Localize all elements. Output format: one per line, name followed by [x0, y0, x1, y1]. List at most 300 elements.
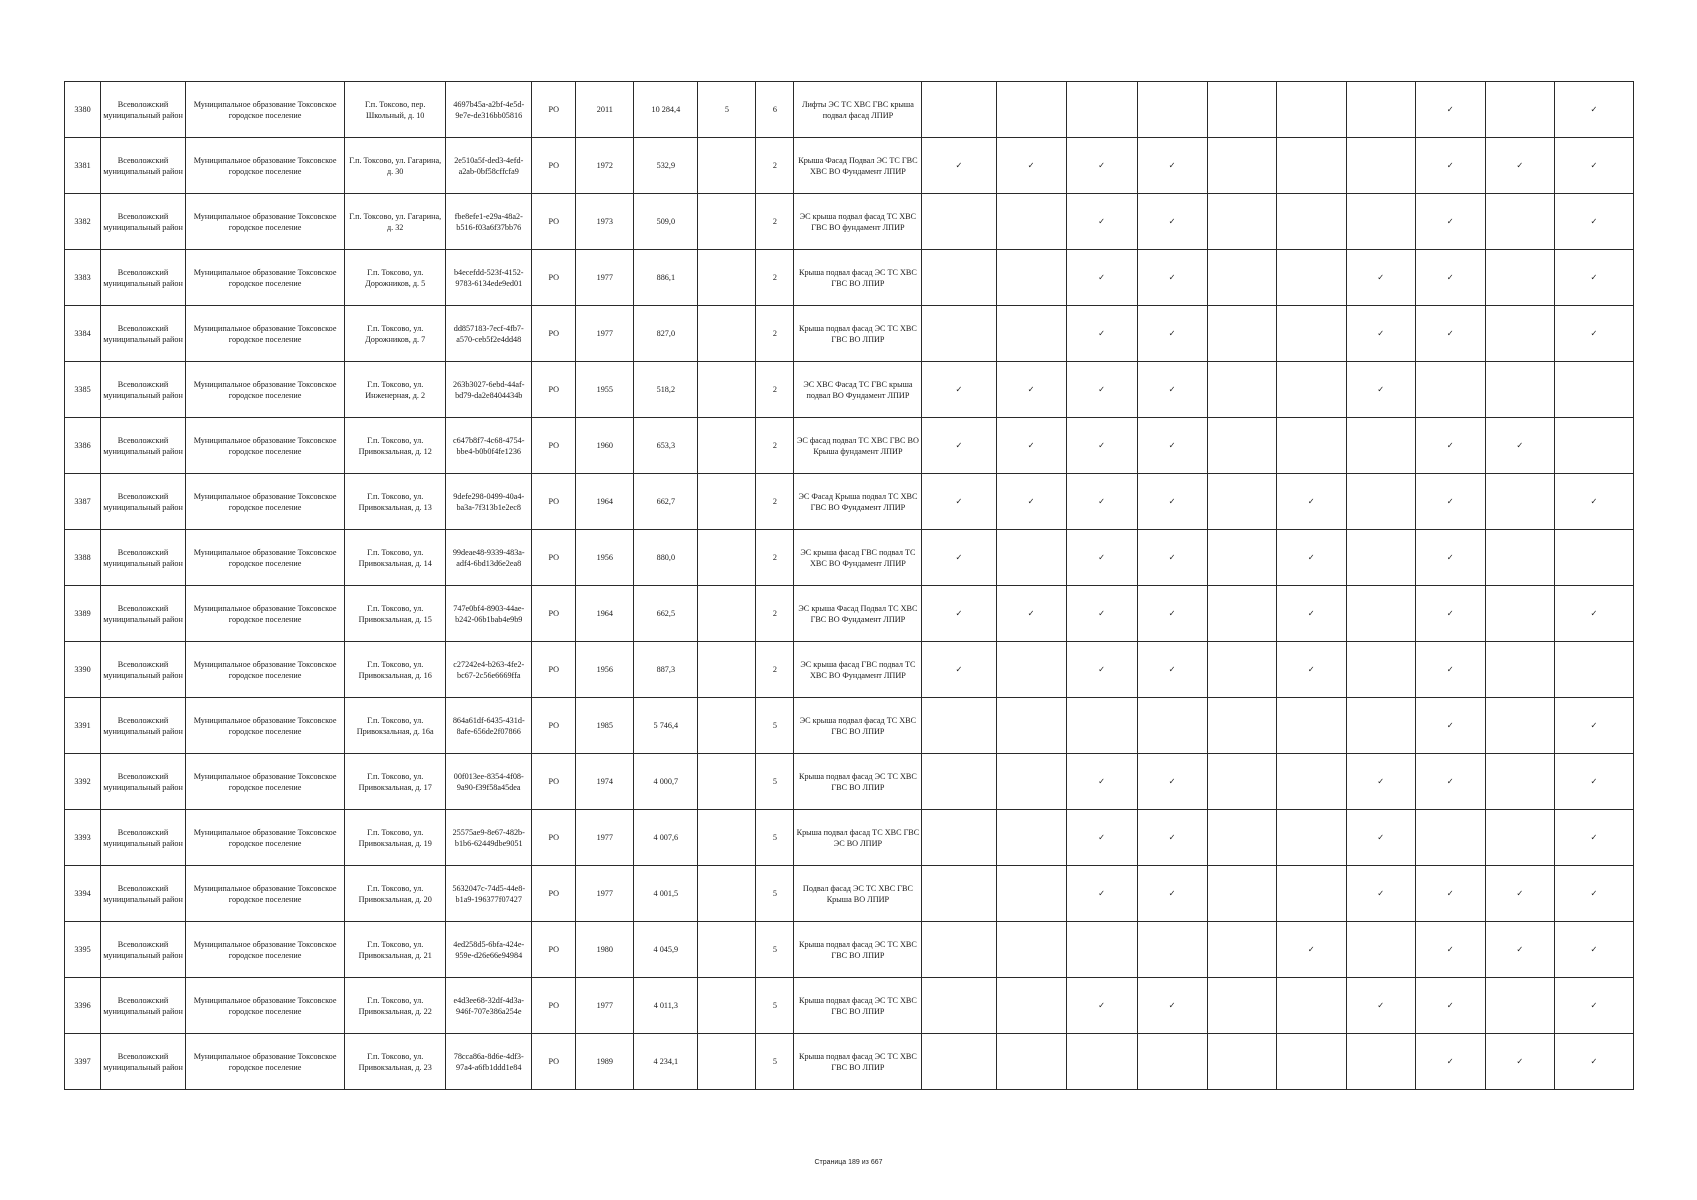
checkmark-icon: ✓ [1446, 104, 1454, 114]
table-row [65, 138, 1634, 194]
build-year-cell: 1964 [576, 474, 634, 530]
checkmark-icon: ✓ [1307, 608, 1315, 618]
building-guid-cell: fbe8efe1-e29a-48a2-b516-f03a6f37bb76 [446, 194, 532, 250]
work-check-cell [1066, 754, 1137, 810]
work-check-cell [996, 586, 1066, 642]
works-list-cell: Лифты ЭС ТС ХВС ГВС крыша подвал фасад ЛПИР [794, 82, 922, 138]
district-cell: Всеволожский муниципальный район [101, 138, 186, 194]
work-check-cell [1346, 642, 1415, 698]
district-cell: Всеволожский муниципальный район [101, 530, 186, 586]
work-check-cell [922, 754, 996, 810]
build-year-cell: 1973 [576, 194, 634, 250]
municipality-cell: Муниципальное образование Токсовское городское поселение [186, 1034, 345, 1090]
work-check-cell [1485, 418, 1554, 474]
program-type-cell: РО [532, 1034, 576, 1090]
work-check-cell [1066, 978, 1137, 1034]
work-check-cell [1207, 530, 1276, 586]
row-number-cell: 3397 [65, 1034, 101, 1090]
address-cell: Г.п. Токсово, ул. Привокзальная, д. 12 [345, 418, 446, 474]
works-list-cell: Крыша подвал фасад ЭС ТС ХВС ГВС ВО ЛПИР [794, 922, 922, 978]
program-type-cell: РО [532, 586, 576, 642]
build-year-cell: 2011 [576, 82, 634, 138]
total-area-cell: 518,2 [634, 362, 698, 418]
work-check-cell [1554, 754, 1633, 810]
work-check-cell [1485, 922, 1554, 978]
row-number-cell: 3390 [65, 642, 101, 698]
checkmark-icon: ✓ [1307, 944, 1315, 954]
checkmark-icon: ✓ [1098, 216, 1105, 226]
work-check-cell [1346, 306, 1415, 362]
table-row [65, 250, 1634, 306]
work-check-cell [1485, 810, 1554, 866]
checkmark-icon: ✓ [1168, 384, 1176, 394]
extra-value-cell [698, 250, 756, 306]
row-number-cell: 3380 [65, 82, 101, 138]
work-check-cell [1207, 362, 1276, 418]
floors-cell: 2 [756, 642, 794, 698]
total-area-cell: 827,0 [634, 306, 698, 362]
work-check-cell [1554, 250, 1633, 306]
work-check-cell [1415, 922, 1485, 978]
work-check-cell [1066, 362, 1137, 418]
work-check-cell [922, 866, 996, 922]
build-year-cell: 1989 [576, 1034, 634, 1090]
build-year-cell: 1956 [576, 642, 634, 698]
checkmark-icon: ✓ [955, 664, 963, 674]
municipality-cell: Муниципальное образование Токсовское городское поселение [186, 698, 345, 754]
total-area-cell: 886,1 [634, 250, 698, 306]
works-list-cell: ЭС крыша подвал фасад ТС ХВС ГВС ВО ЛПИР [794, 698, 922, 754]
checkmark-icon: ✓ [1098, 496, 1105, 506]
municipality-cell: Муниципальное образование Токсовское городское поселение [186, 138, 345, 194]
checkmark-icon: ✓ [1168, 552, 1176, 562]
address-cell: Г.п. Токсово, ул. Гагарина, д. 30 [345, 138, 446, 194]
work-check-cell [1485, 642, 1554, 698]
work-check-cell [1066, 642, 1137, 698]
municipality-cell: Муниципальное образование Токсовское городское поселение [186, 362, 345, 418]
work-check-cell [922, 474, 996, 530]
district-cell: Всеволожский муниципальный район [101, 754, 186, 810]
work-check-cell [1276, 138, 1346, 194]
row-number-cell: 3391 [65, 698, 101, 754]
work-check-cell [1554, 82, 1633, 138]
checkmark-icon: ✓ [955, 496, 963, 506]
checkmark-icon: ✓ [1446, 776, 1454, 786]
municipality-cell: Муниципальное образование Токсовское городское поселение [186, 474, 345, 530]
work-check-cell [1066, 306, 1137, 362]
work-check-cell [1066, 1034, 1137, 1090]
building-guid-cell: 00f013ee-8354-4f08-9a90-f39f58a45dea [446, 754, 532, 810]
program-type-cell: РО [532, 922, 576, 978]
works-list-cell: ЭС крыша подвал фасад ТС ХВС ГВС ВО фундамент ЛПИР [794, 194, 922, 250]
work-check-cell [1066, 530, 1137, 586]
checkmark-icon: ✓ [1168, 272, 1176, 282]
table-row [65, 698, 1634, 754]
build-year-cell: 1985 [576, 698, 634, 754]
work-check-cell [1137, 362, 1207, 418]
building-guid-cell: 78cca86a-8d6e-4df3-97a4-a6fb1ddd1e84 [446, 1034, 532, 1090]
checkmark-icon: ✓ [1027, 608, 1035, 618]
work-check-cell [1485, 586, 1554, 642]
work-check-cell [1207, 1034, 1276, 1090]
work-check-cell [1554, 1034, 1633, 1090]
works-list-cell: Крыша подвал фасад ЭС ТС ХВС ГВС ВО ЛПИР [794, 754, 922, 810]
work-check-cell [996, 418, 1066, 474]
checkmark-icon: ✓ [1446, 608, 1454, 618]
work-check-cell [1137, 866, 1207, 922]
work-check-cell [1066, 922, 1137, 978]
checkmark-icon: ✓ [955, 608, 963, 618]
district-cell: Всеволожский муниципальный район [101, 810, 186, 866]
work-check-cell [996, 1034, 1066, 1090]
floors-cell: 5 [756, 754, 794, 810]
extra-value-cell [698, 754, 756, 810]
extra-value-cell [698, 866, 756, 922]
checkmark-icon: ✓ [1168, 832, 1176, 842]
work-check-cell [1207, 866, 1276, 922]
checkmark-icon: ✓ [1590, 1056, 1598, 1066]
build-year-cell: 1977 [576, 978, 634, 1034]
work-check-cell [1485, 194, 1554, 250]
checkmark-icon: ✓ [1590, 328, 1598, 338]
work-check-cell [1137, 306, 1207, 362]
floors-cell: 5 [756, 866, 794, 922]
district-cell: Всеволожский муниципальный район [101, 866, 186, 922]
checkmark-icon: ✓ [1590, 104, 1598, 114]
table-row [65, 530, 1634, 586]
work-check-cell [1137, 586, 1207, 642]
address-cell: Г.п. Токсово, ул. Привокзальная, д. 23 [345, 1034, 446, 1090]
floors-cell: 2 [756, 306, 794, 362]
build-year-cell: 1960 [576, 418, 634, 474]
checkmark-icon: ✓ [1516, 1056, 1524, 1066]
table-row [65, 418, 1634, 474]
work-check-cell [1415, 698, 1485, 754]
checkmark-icon: ✓ [1446, 328, 1454, 338]
checkmark-icon: ✓ [1168, 664, 1176, 674]
works-list-cell: ЭС крыша фасад ГВС подвал ТС ХВС ВО Фундамент ЛПИР [794, 642, 922, 698]
work-check-cell [996, 978, 1066, 1034]
work-check-cell [1137, 922, 1207, 978]
floors-cell: 5 [756, 922, 794, 978]
works-list-cell: ЭС ХВС Фасад ТС ГВС крыша подвал ВО Фундамент ЛПИР [794, 362, 922, 418]
checkmark-icon: ✓ [1098, 608, 1105, 618]
checkmark-icon: ✓ [955, 440, 963, 450]
work-check-cell [1346, 250, 1415, 306]
work-check-cell [1485, 978, 1554, 1034]
total-area-cell: 4 234,1 [634, 1034, 698, 1090]
work-check-cell [922, 138, 996, 194]
checkmark-icon: ✓ [1098, 552, 1105, 562]
checkmark-icon: ✓ [1098, 384, 1105, 394]
work-check-cell [1276, 642, 1346, 698]
checkmark-icon: ✓ [1446, 720, 1454, 730]
works-list-cell: Крыша подвал фасад ЭС ТС ХВС ГВС ВО ЛПИР [794, 306, 922, 362]
work-check-cell [1346, 82, 1415, 138]
work-check-cell [1485, 1034, 1554, 1090]
total-area-cell: 662,7 [634, 474, 698, 530]
work-check-cell [1346, 978, 1415, 1034]
table-row [65, 1034, 1634, 1090]
address-cell: Г.п. Токсово, ул. Дорожников, д. 5 [345, 250, 446, 306]
work-check-cell [1415, 306, 1485, 362]
checkmark-icon: ✓ [1590, 496, 1598, 506]
program-type-cell: РО [532, 866, 576, 922]
work-check-cell [1276, 922, 1346, 978]
municipality-cell: Муниципальное образование Токсовское городское поселение [186, 978, 345, 1034]
checkmark-icon: ✓ [1377, 328, 1385, 338]
table-row [65, 82, 1634, 138]
municipality-cell: Муниципальное образование Токсовское городское поселение [186, 754, 345, 810]
program-type-cell: РО [532, 642, 576, 698]
work-check-cell [922, 418, 996, 474]
checkmark-icon: ✓ [1098, 272, 1105, 282]
work-check-cell [996, 250, 1066, 306]
work-check-cell [1415, 642, 1485, 698]
work-check-cell [1207, 810, 1276, 866]
checkmark-icon: ✓ [1590, 888, 1598, 898]
work-check-cell [1415, 978, 1485, 1034]
total-area-cell: 887,3 [634, 642, 698, 698]
building-guid-cell: 747e0bf4-8903-44ae-b242-06b1bab4e9b9 [446, 586, 532, 642]
table-row [65, 194, 1634, 250]
checkmark-icon: ✓ [1307, 496, 1315, 506]
work-check-cell [1554, 866, 1633, 922]
program-type-cell: РО [532, 82, 576, 138]
work-check-cell [1346, 922, 1415, 978]
checkmark-icon: ✓ [1590, 776, 1598, 786]
work-check-cell [922, 810, 996, 866]
building-guid-cell: 864a61df-6435-431d-8afe-656de2f07866 [446, 698, 532, 754]
district-cell: Всеволожский муниципальный район [101, 922, 186, 978]
work-check-cell [922, 586, 996, 642]
work-check-cell [1276, 362, 1346, 418]
extra-value-cell [698, 194, 756, 250]
municipality-cell: Муниципальное образование Токсовское городское поселение [186, 250, 345, 306]
checkmark-icon: ✓ [1516, 440, 1524, 450]
works-list-cell: ЭС Фасад Крыша подвал ТС ХВС ГВС ВО Фундамент ЛПИР [794, 474, 922, 530]
table-row [65, 474, 1634, 530]
address-cell: Г.п. Токсово, пер. Школьный, д. 10 [345, 82, 446, 138]
checkmark-icon: ✓ [1098, 888, 1105, 898]
municipality-cell: Муниципальное образование Токсовское городское поселение [186, 922, 345, 978]
extra-value-cell [698, 810, 756, 866]
work-check-cell [1276, 250, 1346, 306]
work-check-cell [1276, 82, 1346, 138]
district-cell: Всеволожский муниципальный район [101, 642, 186, 698]
work-check-cell [996, 866, 1066, 922]
row-number-cell: 3388 [65, 530, 101, 586]
checkmark-icon: ✓ [1446, 440, 1454, 450]
work-check-cell [1137, 474, 1207, 530]
building-guid-cell: dd857183-7ecf-4fb7-a570-ceb5f2e4dd48 [446, 306, 532, 362]
municipality-cell: Муниципальное образование Токсовское городское поселение [186, 418, 345, 474]
work-check-cell [1276, 866, 1346, 922]
building-guid-cell: c647b8f7-4c68-4754-bbe4-b0b0f4fe1236 [446, 418, 532, 474]
work-check-cell [922, 194, 996, 250]
work-check-cell [1554, 138, 1633, 194]
work-check-cell [1276, 306, 1346, 362]
works-list-cell: Крыша подвал фасад ТС ХВС ГВС ЭС ВО ЛПИР [794, 810, 922, 866]
work-check-cell [1066, 698, 1137, 754]
work-check-cell [1554, 530, 1633, 586]
works-list-cell: ЭС фасад подвал ТС ХВС ГВС ВО Крыша фундамент ЛПИР [794, 418, 922, 474]
checkmark-icon: ✓ [1168, 328, 1176, 338]
total-area-cell: 4 000,7 [634, 754, 698, 810]
work-check-cell [1346, 810, 1415, 866]
work-check-cell [1554, 978, 1633, 1034]
work-check-cell [1066, 194, 1137, 250]
table-row [65, 978, 1634, 1034]
work-check-cell [996, 810, 1066, 866]
extra-value-cell [698, 922, 756, 978]
work-check-cell [1137, 754, 1207, 810]
work-check-cell [922, 978, 996, 1034]
works-list-cell: Крыша подвал фасад ЭС ТС ХВС ГВС ВО ЛПИР [794, 978, 922, 1034]
work-check-cell [1137, 194, 1207, 250]
checkmark-icon: ✓ [1027, 160, 1035, 170]
work-check-cell [1066, 866, 1137, 922]
checkmark-icon: ✓ [1168, 440, 1176, 450]
work-check-cell [1346, 474, 1415, 530]
checkmark-icon: ✓ [1027, 440, 1035, 450]
work-check-cell [1207, 698, 1276, 754]
row-number-cell: 3382 [65, 194, 101, 250]
checkmark-icon: ✓ [1377, 1000, 1385, 1010]
work-check-cell [1207, 306, 1276, 362]
program-type-cell: РО [532, 306, 576, 362]
work-check-cell [1276, 418, 1346, 474]
building-guid-cell: 25575ae9-8e67-482b-b1b6-62449dbe9051 [446, 810, 532, 866]
work-check-cell [996, 362, 1066, 418]
district-cell: Всеволожский муниципальный район [101, 698, 186, 754]
checkmark-icon: ✓ [1590, 944, 1598, 954]
work-check-cell [996, 474, 1066, 530]
row-number-cell: 3394 [65, 866, 101, 922]
work-check-cell [1554, 474, 1633, 530]
checkmark-icon: ✓ [1098, 832, 1105, 842]
table-row [65, 306, 1634, 362]
total-area-cell: 509,0 [634, 194, 698, 250]
address-cell: Г.п. Токсово, ул. Гагарина, д. 32 [345, 194, 446, 250]
floors-cell: 5 [756, 810, 794, 866]
floors-cell: 2 [756, 362, 794, 418]
work-check-cell [1207, 250, 1276, 306]
work-check-cell [996, 922, 1066, 978]
floors-cell: 2 [756, 530, 794, 586]
page-number-footer: Страница 189 из 667 [814, 1159, 883, 1166]
work-check-cell [996, 194, 1066, 250]
work-check-cell [1554, 922, 1633, 978]
row-number-cell: 3384 [65, 306, 101, 362]
work-check-cell [1346, 698, 1415, 754]
checkmark-icon: ✓ [1168, 216, 1176, 226]
work-check-cell [1276, 810, 1346, 866]
district-cell: Всеволожский муниципальный район [101, 978, 186, 1034]
work-check-cell [1415, 362, 1485, 418]
work-check-cell [1346, 1034, 1415, 1090]
program-type-cell: РО [532, 194, 576, 250]
works-list-cell: Крыша подвал фасад ЭС ТС ХВС ГВС ВО ЛПИР [794, 250, 922, 306]
floors-cell: 2 [756, 194, 794, 250]
work-check-cell [1137, 250, 1207, 306]
work-check-cell [1415, 82, 1485, 138]
work-check-cell [922, 922, 996, 978]
checkmark-icon: ✓ [1590, 272, 1598, 282]
checkmark-icon: ✓ [1446, 496, 1454, 506]
work-check-cell [1415, 866, 1485, 922]
checkmark-icon: ✓ [1307, 552, 1315, 562]
floors-cell: 2 [756, 418, 794, 474]
work-check-cell [922, 362, 996, 418]
checkmark-icon: ✓ [1168, 608, 1176, 618]
municipality-cell: Муниципальное образование Токсовское городское поселение [186, 586, 345, 642]
checkmark-icon: ✓ [1446, 1000, 1454, 1010]
program-type-cell: РО [532, 978, 576, 1034]
work-check-cell [1207, 586, 1276, 642]
work-check-cell [1346, 866, 1415, 922]
checkmark-icon: ✓ [1098, 440, 1105, 450]
floors-cell: 2 [756, 138, 794, 194]
building-guid-cell: b4ecefdd-523f-4152-9783-6134ede9ed01 [446, 250, 532, 306]
checkmark-icon: ✓ [1307, 664, 1315, 674]
row-number-cell: 3396 [65, 978, 101, 1034]
program-type-cell: РО [532, 698, 576, 754]
build-year-cell: 1964 [576, 586, 634, 642]
work-check-cell [1554, 362, 1633, 418]
extra-value-cell [698, 586, 756, 642]
row-number-cell: 3383 [65, 250, 101, 306]
municipality-cell: Муниципальное образование Токсовское городское поселение [186, 82, 345, 138]
build-year-cell: 1980 [576, 922, 634, 978]
total-area-cell: 4 011,3 [634, 978, 698, 1034]
work-check-cell [1276, 474, 1346, 530]
district-cell: Всеволожский муниципальный район [101, 194, 186, 250]
municipality-cell: Муниципальное образование Токсовское городское поселение [186, 642, 345, 698]
extra-value-cell [698, 306, 756, 362]
work-check-cell [1554, 418, 1633, 474]
address-cell: Г.п. Токсово, ул. Привокзальная, д. 15 [345, 586, 446, 642]
checkmark-icon: ✓ [1027, 496, 1035, 506]
work-check-cell [1137, 1034, 1207, 1090]
work-check-cell [1554, 306, 1633, 362]
work-check-cell [996, 530, 1066, 586]
work-check-cell [1346, 138, 1415, 194]
checkmark-icon: ✓ [1168, 1000, 1176, 1010]
extra-value-cell [698, 474, 756, 530]
district-cell: Всеволожский муниципальный район [101, 362, 186, 418]
floors-cell: 6 [756, 82, 794, 138]
work-check-cell [1485, 866, 1554, 922]
work-check-cell [1066, 474, 1137, 530]
build-year-cell: 1977 [576, 810, 634, 866]
checkmark-icon: ✓ [1516, 160, 1524, 170]
work-check-cell [1137, 810, 1207, 866]
checkmark-icon: ✓ [1590, 720, 1598, 730]
work-check-cell [1346, 586, 1415, 642]
address-cell: Г.п. Токсово, ул. Привокзальная, д. 16 [345, 642, 446, 698]
work-check-cell [1137, 978, 1207, 1034]
build-year-cell: 1974 [576, 754, 634, 810]
work-check-cell [1066, 250, 1137, 306]
work-check-cell [1415, 1034, 1485, 1090]
checkmark-icon: ✓ [1098, 1000, 1105, 1010]
table-row [65, 754, 1634, 810]
work-check-cell [922, 642, 996, 698]
row-number-cell: 3386 [65, 418, 101, 474]
program-type-cell: РО [532, 418, 576, 474]
work-check-cell [1137, 642, 1207, 698]
